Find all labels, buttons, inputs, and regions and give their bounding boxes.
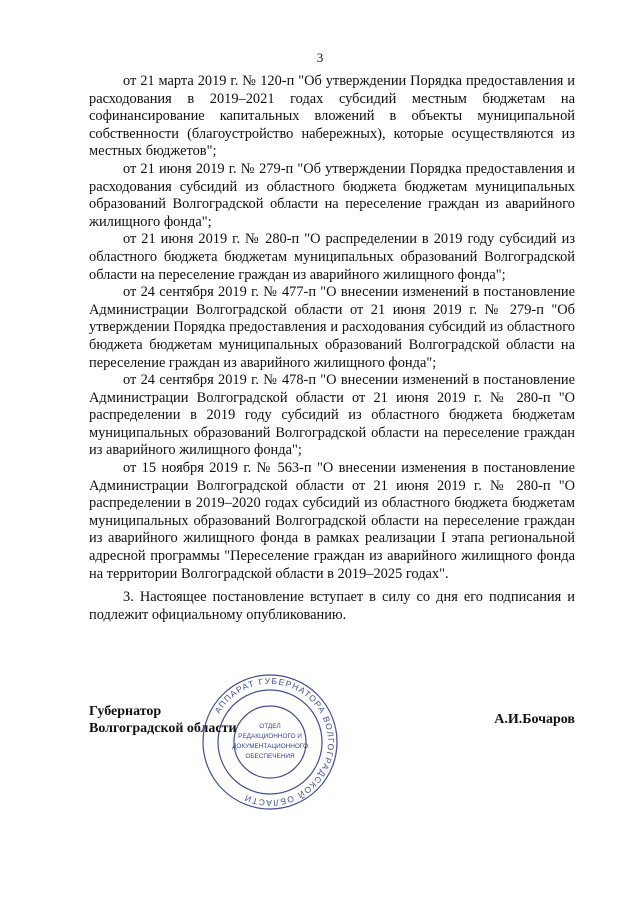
stamp-outer-text: АППАРАТ ГУБЕРНАТОРА ВОЛГОГРАДСКОЙ ОБЛАСТИ (212, 675, 337, 809)
stamp-center-line-2: РЕДАКЦИОННОГО И (238, 733, 302, 740)
signer-position-line-1: Губернатор (89, 704, 162, 719)
stamp-center-line-4: ОБЕСПЕЧЕНИЯ (245, 753, 295, 760)
page-number: 3 (316, 50, 324, 65)
stamp-center-line-1: ОТДЕЛ (259, 723, 281, 730)
paragraph-effective-clause: 3. Настоящее постановление вступает в силу со дня его подписания и подлежит официальному опубликованию. (89, 589, 575, 623)
paragraph-decree-477: от 24 сентября 2019 г. № 477-п "О внесении изменений в постановление Администрации Волгоградской области от 21 июня 2019 г. № 279-п "Об утверждении Порядка предоставления и расходования субсидий из областного бюджета бюджетам муниципальных образований Волгоградской области на переселение граждан из аварийного жилищного фонда"; (89, 284, 575, 371)
signer-position-line-2: Волгоградской области (89, 721, 237, 736)
paragraph-decree-280: от 21 июня 2019 г. № 280-п "О распределении в 2019 году субсидий из областного бюджета бюджетам муниципальных образований Волгоградской области на переселение граждан из аварийного жилищного фонда"; (89, 231, 575, 283)
paragraph-decree-563: от 15 ноября 2019 г. № 563-п "О внесении изменения в постановление Администрации Волгоградской области от 21 июня 2019 г. № 280-п "О распределении в 2019–2020 годах субсидий из областного бюджета бюджетам муниципальных образований Волгоградской области на переселение граждан из аварийного жилищного фонда в рамках реализации I этапа региональной адресной программы "Переселение граждан из аварийного жилищного фонда на территории Волгоградской области в 2019–2025 годах". (89, 460, 575, 582)
paragraph-decree-120: от 21 марта 2019 г. № 120-п "Об утверждении Порядка предоставления и расходования в 2019–2021 годах субсидий местным бюджетам на софинансирование капитальных вложений в объекты муниципальной собственности (благоустройство набережных), которые осуществляются из местных бюджетов"; (89, 73, 575, 160)
paragraph-decree-279: от 21 июня 2019 г. № 279-п "Об утверждении Порядка предоставления и расходования субсидий из областного бюджета бюджетам муниципальных образований Волгоградской области на переселение граждан из аварийного жилищного фонда"; (89, 160, 575, 230)
signer-name: А.И.Бочаров (494, 712, 575, 727)
paragraph-decree-478: от 24 сентября 2019 г. № 478-п "О внесении изменений в постановление Администрации Волгоградской области от 21 июня 2019 г. № 280-п "О распределении в 2019 году субсидий из областного бюджета бюджетам муниципальных образований Волгоградской области на переселение граждан из аварийного жилищного фонда"; (89, 372, 575, 459)
svg-text:АППАРАТ ГУБЕРНАТОРА ВОЛГОГРАДС (212, 676, 336, 808)
stamp-inner-ring (234, 706, 306, 778)
document-body (89, 73, 575, 624)
official-stamp (200, 672, 340, 812)
stamp-center-line-3: ДОКУМЕНТАЦИОННОГО (232, 743, 308, 750)
signature-block (89, 703, 237, 737)
stamp-outer-ring (203, 675, 337, 809)
